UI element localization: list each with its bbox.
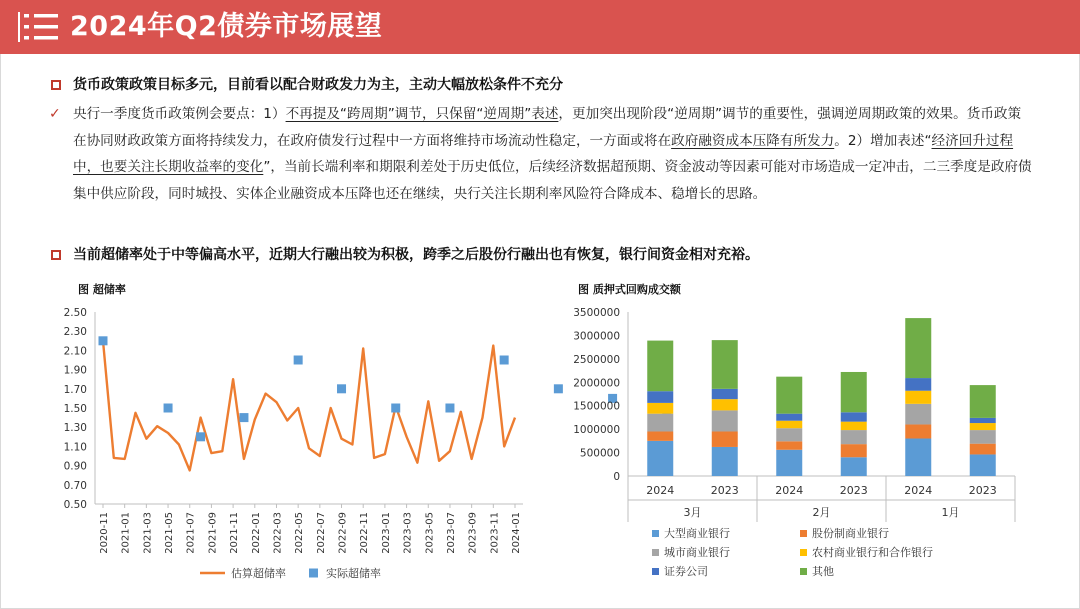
x-tick-label: 2022-07 [315,512,327,554]
bar-segment [905,439,931,476]
y-tick-label: 0.50 [63,499,87,511]
y-tick-label: 1.90 [63,364,87,377]
y-tick-label: 0.70 [63,479,87,492]
bar-segment [841,430,867,444]
bar-segment [970,385,996,418]
x-tick-label: 2021-01 [120,512,132,554]
x-tick-label: 2023 [710,484,739,497]
series-marker-actual [445,404,454,413]
group-label: 1月 [941,506,960,519]
bar-segment [776,421,802,428]
para-seg-1: 央行一季度货币政策例会要点：1） [73,106,286,122]
legend-label: 大型商业银行 [664,527,730,540]
y-tick-label: 0 [613,471,620,483]
x-tick-label: 2024 [775,484,804,497]
repo-volume-chart [560,300,1030,600]
group-label: 3月 [683,506,702,519]
bar-segment [970,430,996,444]
y-tick-label: 1.10 [63,441,87,454]
series-marker-actual [337,384,346,393]
x-tick-label: 2023-09 [467,512,479,554]
bar-segment [776,414,802,421]
x-tick-label: 2022-09 [337,512,349,554]
x-tick-label: 2022-05 [294,512,306,554]
x-tick-label: 2021-03 [142,512,154,554]
bar-segment [776,428,802,441]
legend-label: 证券公司 [664,565,708,578]
y-tick-label: 1500000 [573,400,620,413]
bar-segment [841,412,867,421]
bar-segment [841,422,867,430]
y-tick-label: 3500000 [573,307,620,319]
bar-segment [712,447,738,476]
legend-label: 估算超储率 [231,567,286,580]
legend-swatch [800,549,807,556]
series-marker-actual [294,356,303,365]
bar-segment [712,340,738,389]
bullet-2: 当前超储率处于中等偏高水平，近期大行融出较为积极，跨季之后股份行融出也有恢复，银行间资金相对充裕。 [73,247,759,263]
x-tick-label: 2022-01 [250,512,262,554]
bar-segment [970,418,996,423]
bar-segment [712,431,738,446]
x-tick-label: 2023 [968,484,997,497]
chart1-title: 图 超储率 [78,283,126,296]
bar-segment [905,391,931,404]
series-marker-actual [500,356,509,365]
legend-label: 农村商业银行和合作银行 [812,546,933,559]
page-title: 2024年Q2债券市场展望 [70,11,383,42]
bar-segment [905,404,931,425]
y-tick-label: 1.50 [63,403,87,415]
y-tick-label: 3000000 [573,330,620,343]
bar-segment [970,454,996,476]
bar-segment [970,444,996,455]
series-marker-actual [164,404,173,413]
x-tick-label: 2022-11 [359,512,371,554]
bar-segment [776,377,802,414]
list-icon [14,10,62,44]
para-seg-5: 。2）增加表述“ [834,132,932,149]
bar-segment [905,318,931,378]
para-seg-7: ”，当前长端利率和期限利差处于历史低位，后续经济数据超预期、资金波动等因素可能对市场造成一定冲击，二三季度是政府债集中供应阶段，同时城投、实体企业融资成本压降也还在继续，央行关注长期利率风险符合降成本、稳增长的思路。 [73,159,1032,202]
x-tick-label: 2023-03 [402,512,414,554]
bar-segment [712,410,738,431]
y-tick-label: 1.70 [63,383,87,396]
legend-label: 其他 [812,565,834,578]
x-tick-label: 2024-01 [511,512,522,554]
bar-segment [712,389,738,399]
y-tick-label: 500000 [579,447,620,460]
legend-swatch [652,568,659,575]
square-bullet-icon [51,250,61,260]
y-tick-label: 2000000 [573,377,620,390]
x-tick-label: 2021-09 [207,512,219,554]
series-marker-actual [239,413,248,422]
bar-segment [712,399,738,410]
para-seg-4: 政府融资成本压降有所发力 [671,132,835,149]
bar-segment [647,403,673,414]
legend-label: 城市商业银行 [664,546,730,559]
bar-segment [905,378,931,391]
bar-segment [841,444,867,457]
x-tick-label: 2023-11 [489,512,501,554]
checkmark-icon: ✓ [49,106,61,122]
y-tick-label: 2.30 [63,326,87,339]
legend-swatch [652,549,659,556]
excess-reserve-chart [45,300,522,600]
x-tick-label: 2021-07 [185,512,197,554]
bar-segment [841,372,867,412]
y-tick-label: 2.50 [63,307,87,319]
body-paragraph [73,101,1033,207]
para-seg-2: 不再提及“跨周期”调节，只保留“逆周期”表述 [285,106,559,122]
y-tick-label: 2500000 [573,353,620,366]
x-tick-label: 2024 [646,484,675,497]
para-seg-6: 经济回升过程中，也要关注长期收益率的变化 [73,132,1014,175]
bar-segment [647,391,673,403]
bar-segment [647,431,673,440]
legend-swatch [800,568,807,575]
y-tick-label: 0.90 [63,460,87,473]
x-tick-label: 2024 [904,484,933,497]
x-tick-label: 2021-05 [164,512,176,554]
x-tick-label: 2023 [839,484,868,497]
group-label: 2月 [812,506,831,519]
bar-segment [647,441,673,476]
x-tick-label: 2023-05 [424,512,436,554]
x-tick-label: 2023-07 [445,512,457,554]
legend-swatch [652,530,659,537]
x-tick-label: 2022-03 [272,512,284,554]
title-banner [0,0,1080,54]
bar-segment [776,450,802,476]
para-seg-3: ，更加突出现阶段“逆周期”调节的重要性，强调逆周期政策的效果。货币政策在协同财政政策方面将持续发力，在政府债发行过程中一方面将维持市场流动性稳定，一方面或将在 [73,106,1022,149]
bullet-1: 货币政策政策目标多元，目前看以配合财政发力为主，主动大幅放松条件不充分 [73,77,563,93]
legend-label: 实际超储率 [326,567,381,580]
bar-segment [970,423,996,430]
bar-segment [647,341,673,392]
x-tick-label: 2021-11 [229,512,241,554]
legend-swatch-marker [309,569,318,578]
legend-label: 股份制商业银行 [812,527,889,540]
legend-swatch [800,530,807,537]
chart2-title: 图 质押式回购成交额 [578,283,681,296]
x-tick-label: 2020-11 [99,512,110,554]
square-bullet-icon [51,80,61,90]
bar-segment [905,424,931,438]
y-tick-label: 1.30 [63,422,87,435]
series-marker-actual [196,432,205,441]
bar-segment [841,457,867,476]
bar-segment [776,441,802,449]
x-tick-label: 2023-01 [380,512,392,554]
series-marker-actual [99,336,108,345]
y-tick-label: 2.10 [63,345,87,358]
series-marker-actual [391,404,400,413]
bar-segment [647,414,673,432]
y-tick-label: 1000000 [573,424,620,437]
